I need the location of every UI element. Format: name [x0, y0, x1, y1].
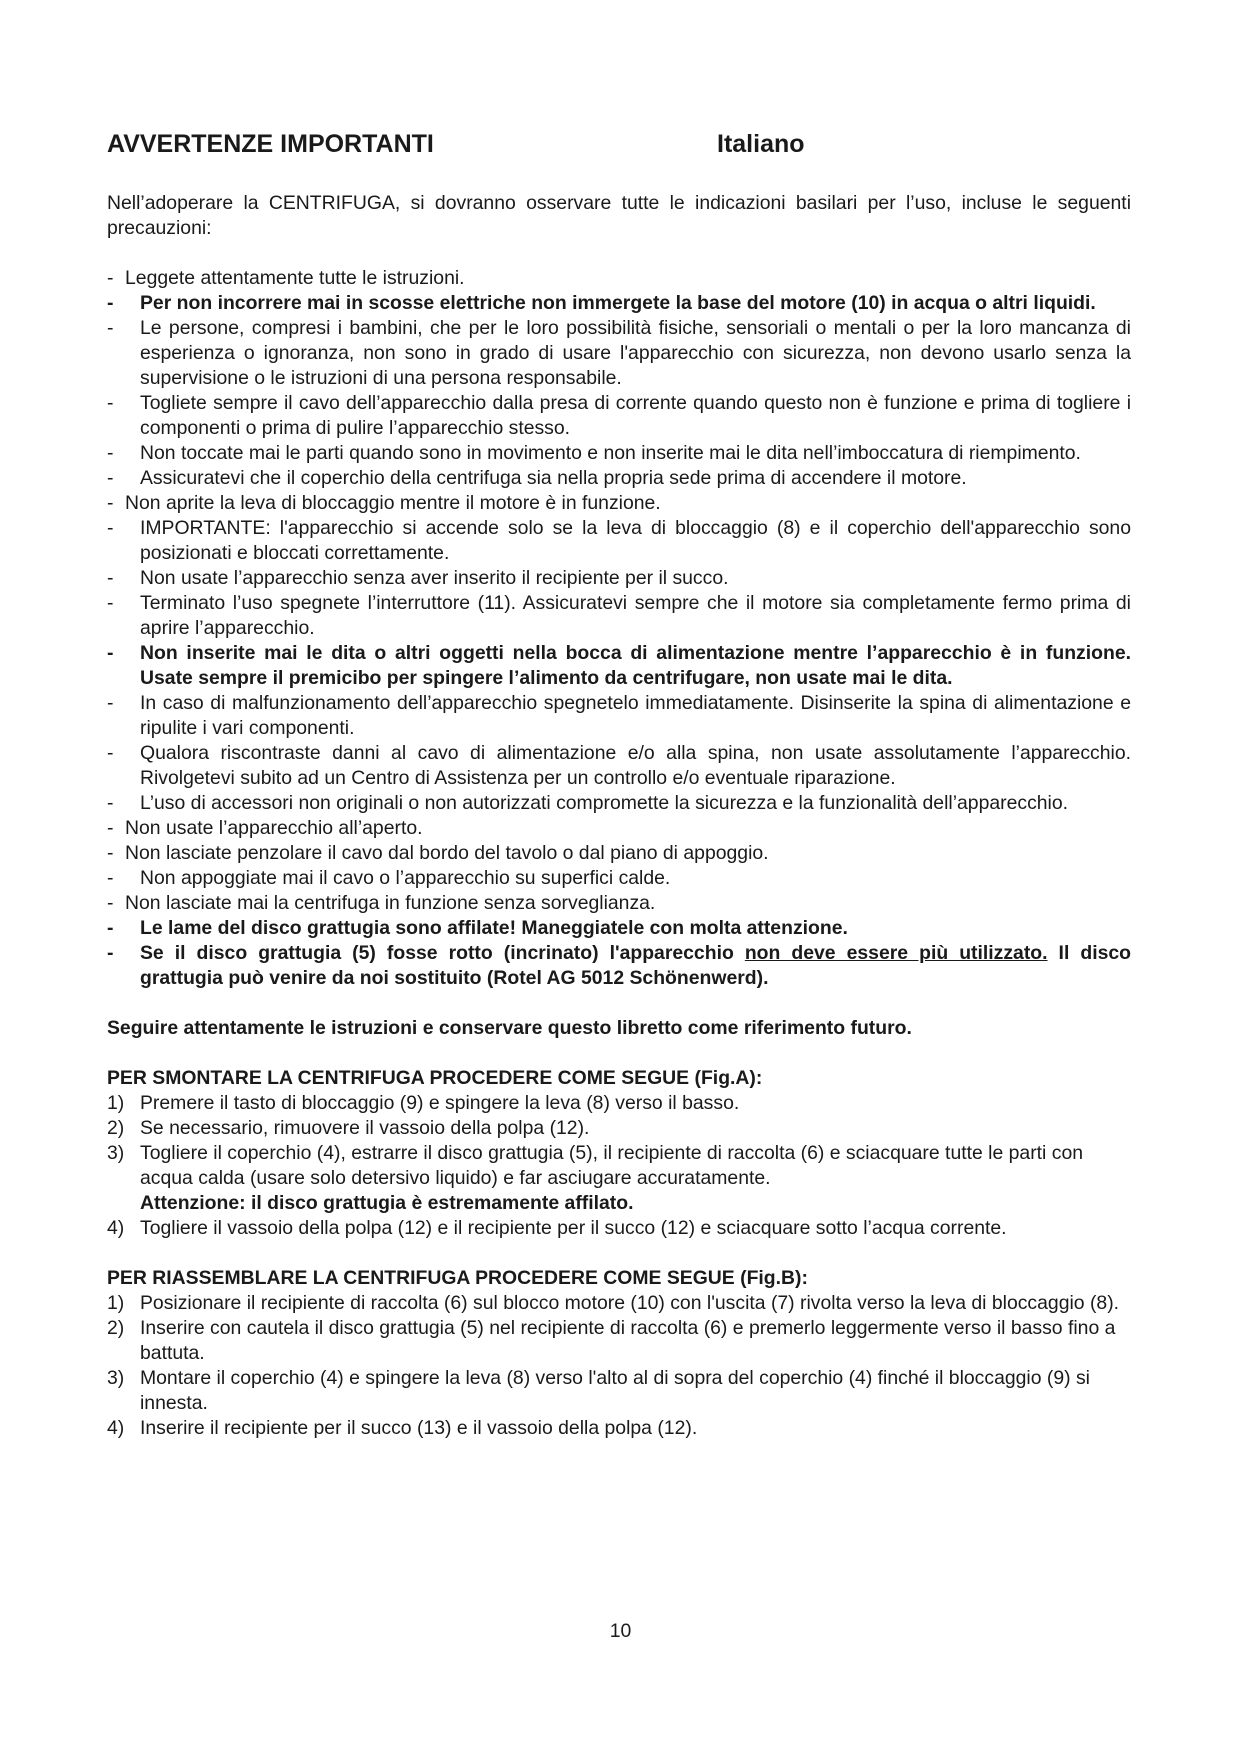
page-header	[107, 130, 1131, 170]
step-item: 2) Inserire con cautela il disco grattugia (5) nel recipiente di raccolta (6) e premerlo leggermente verso il basso fino a battuta.	[107, 1317, 1116, 1364]
warning-item: - Non inserite mai le dita o altri oggetti nella bocca di alimentazione mentre l’apparecchio è in funzione. Usate sempre il premicibo per spingere l’alimento da centrifugare, non usate mai le dita.	[107, 642, 1131, 689]
step-item: 2) Se necessario, rimuovere il vassoio della polpa (12).	[107, 1117, 590, 1139]
warning-item: - IMPORTANTE: l'apparecchio si accende solo se la leva di bloccaggio (8) e il coperchio dell'apparecchio sono posizionati e bloccati correttamente.	[107, 517, 1131, 564]
intro-paragraph: Nell’adoperare la CENTRIFUGA, si dovranno osservare tutte le indicazioni basilari per l’uso, incluse le seguenti precauzioni:	[107, 192, 1131, 239]
step-item: 4) Inserire il recipiente per il succo (13) e il vassoio della polpa (12).	[107, 1417, 698, 1439]
warning-item: - Terminato l’uso spegnete l’interruttore (11). Assicuratevi sempre che il motore sia completamente fermo prima di aprire l’apparecchio.	[107, 592, 1131, 639]
warning-item: - Qualora riscontraste danni al cavo di alimentazione e/o alla spina, non usate assolutamente l’apparecchio. Rivolgetevi subito ad un Centro di Assistenza per un controllo e/o eventuale riparazione.	[107, 742, 1131, 789]
conservation-note: Seguire attentamente le istruzioni e conservare questo libretto come riferimento futuro.	[107, 1017, 912, 1039]
warning-item: - Non usate l’apparecchio senza aver inserito il recipiente per il succo.	[107, 567, 729, 589]
disassemble-steps	[107, 1091, 1131, 1241]
warning-item: - Non appoggiate mai il cavo o l’apparecchio su superfici calde.	[107, 867, 671, 889]
language-label: Italiano	[717, 130, 805, 158]
warning-item: - Non aprite la leva di bloccaggio mentre il motore è in funzione.	[107, 492, 661, 514]
warning-item: - In caso di malfunzionamento dell’apparecchio spegnetelo immediatamente. Disinserite la spina di alimentazione e ripulite i vari componenti.	[107, 692, 1131, 739]
step-item: 1) Premere il tasto di bloccaggio (9) e spingere la leva (8) verso il basso.	[107, 1092, 740, 1114]
reassemble-steps	[107, 1291, 1131, 1441]
warning-item: - Non toccate mai le parti quando sono in movimento e non inserite mai le dita nell’imboccatura di riempimento.	[107, 442, 1081, 464]
reassemble-title: PER RIASSEMBLARE LA CENTRIFUGA PROCEDERE COME SEGUE (Fig.B):	[107, 1267, 808, 1289]
underlined-text: non deve essere più utilizzato.	[744, 942, 1048, 964]
warning-item: - L’uso di accessori non originali o non autorizzati compromette la sicurezza e la funzionalità dell’apparecchio.	[107, 792, 1069, 814]
warning-item: - Se il disco grattugia (5) fosse rotto (incrinato) l'apparecchio non deve essere più utilizzato. Il disco grattugia può venire da noi sostituito (Rotel AG 5012 Schönenwerd).	[107, 942, 1131, 989]
warning-item: - Leggete attentamente tutte le istruzioni.	[107, 267, 465, 289]
warning-item: - Non lasciate mai la centrifuga in funzione senza sorveglianza.	[107, 892, 656, 914]
warning-list	[107, 266, 1131, 991]
warning-item: - Non usate l’apparecchio all’aperto.	[107, 817, 423, 839]
warning-item: - Le persone, compresi i bambini, che per le loro possibilità fisiche, sensoriali o mentali o per la loro mancanza di esperienza o ignoranza, non sono in grado di usare l'apparecchio con sicurezza, non devono usarlo senza la supervisione o le istruzioni di una persona responsabile.	[107, 317, 1131, 389]
warning-item: - Togliete sempre il cavo dell’apparecchio dalla presa di corrente quando questo non è funzione e prima di togliere i componenti o prima di pulire l’apparecchio stesso.	[107, 392, 1131, 439]
step-item: 3) Montare il coperchio (4) e spingere la leva (8) verso l'alto al di sopra del coperchio (4) finché il bloccaggio (9) si innesta.	[107, 1367, 1090, 1414]
step-item: 1) Posizionare il recipiente di raccolta (6) sul blocco motore (10) con l'uscita (7) rivolta verso la leva di bloccaggio (8).	[107, 1292, 1120, 1314]
warning-item: - Assicuratevi che il coperchio della centrifuga sia nella propria sede prima di accendere il motore.	[107, 467, 967, 489]
blade-warning: Attenzione: il disco grattugia è estremamente affilato.	[140, 1192, 634, 1214]
warning-item: - Le lame del disco grattugia sono affilate! Maneggiatele con molta attenzione.	[107, 917, 848, 939]
warning-item: - Non lasciate penzolare il cavo dal bordo del tavolo o dal piano di appoggio.	[107, 842, 769, 864]
document-page	[107, 130, 1131, 1441]
warning-item: - Per non incorrere mai in scosse elettriche non immergete la base del motore (10) in acqua o altri liquidi.	[107, 292, 1096, 314]
step-item: 4) Togliere il vassoio della polpa (12) e il recipiente per il succo (12) e sciacquare sotto l’acqua corrente.	[107, 1217, 1007, 1239]
page-number: 10	[609, 1620, 632, 1642]
step-item: 3) Togliere il coperchio (4), estrarre il disco grattugia (5), il recipiente di raccolta (6) e sciacquare tutte le parti con acqua calda (usare solo detersivo liquido) e far asciugare accuratamente. Attenzione: il disco grattugia è estremamente affilato.	[107, 1141, 1131, 1216]
page-title: AVVERTENZE IMPORTANTI	[107, 130, 434, 158]
disassemble-title: PER SMONTARE LA CENTRIFUGA PROCEDERE COME SEGUE (Fig.A):	[107, 1067, 763, 1089]
